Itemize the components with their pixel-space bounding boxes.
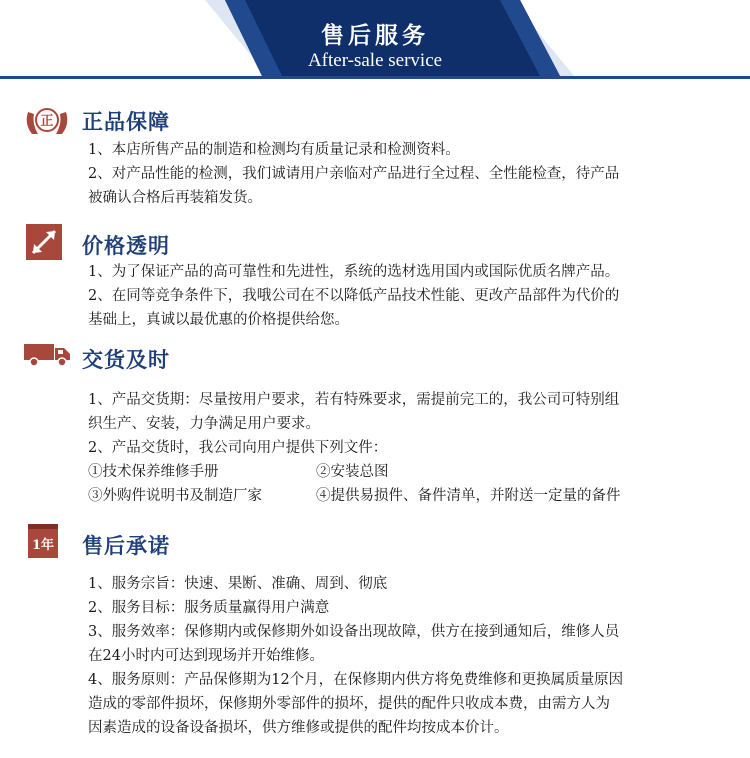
doc-item: ①技术保养维修手册 bbox=[88, 464, 219, 480]
section-title: 售后承诺 bbox=[82, 533, 170, 558]
text-line: 4、服务原则：产品保修期为12个月，在保修期内供方将免费维修和更换属质量原因 bbox=[88, 672, 624, 688]
text-line: 1、为了保证产品的高可靠性和先进性，系统的选材选用国内或国际优质名牌产品。 bbox=[88, 264, 620, 280]
text-line: 1、产品交货期：尽量按用户要求，若有特殊要求，需提前完工的，我公司可特别组 bbox=[88, 392, 620, 408]
banner-subtitle: After-sale service bbox=[307, 50, 443, 71]
text-line: 2、服务目标：服务质量赢得用户满意 bbox=[88, 600, 330, 616]
text-line: 1、本店所售产品的制造和检测均有质量记录和检测资料。 bbox=[88, 142, 460, 158]
section-title: 正品保障 bbox=[82, 109, 170, 134]
text-line: 基础上，真诚以最优惠的价格提供给您。 bbox=[88, 312, 349, 328]
docs-row bbox=[88, 460, 718, 484]
text-line: 2、产品交货时，我公司向用户提供下列文件： bbox=[88, 440, 388, 456]
text-line: 被确认合格后再装箱发货。 bbox=[88, 190, 262, 206]
calendar-icon-label: 1年 bbox=[31, 538, 55, 553]
header-banner bbox=[0, 0, 750, 84]
doc-item: ④提供易损件、备件清单，并附送一定量的备件 bbox=[316, 488, 621, 504]
text-line: 1、服务宗旨：快速、果断、准确、周到、彻底 bbox=[88, 576, 388, 592]
section-title: 价格透明 bbox=[82, 233, 170, 258]
banner-title: 售后服务 bbox=[321, 22, 429, 49]
genuine-hands-icon bbox=[22, 102, 72, 142]
docs-row bbox=[88, 484, 718, 508]
text-line: 因素造成的设备设备损坏，供方维修或提供的配件均按成本价计。 bbox=[88, 720, 509, 736]
diagonal-arrow-icon bbox=[22, 222, 72, 262]
delivery-truck-icon bbox=[22, 340, 72, 380]
text-line: 织生产、安装，力争满足用户要求。 bbox=[88, 416, 320, 432]
one-year-calendar-icon bbox=[22, 522, 72, 562]
doc-item: ③外购件说明书及制造厂家 bbox=[88, 488, 262, 504]
section-title: 交货及时 bbox=[82, 347, 170, 372]
text-line: 3、服务效率：保修期内或保修期外如设备出现故障，供方在接到通知后，维修人员 bbox=[88, 624, 620, 640]
text-line: 2、对产品性能的检测，我们诚请用户亲临对产品进行全过程、全性能检查，待产品 bbox=[88, 166, 620, 182]
text-line: 在24小时内可达到现场并开始维修。 bbox=[88, 648, 324, 664]
doc-item: ②安装总图 bbox=[316, 464, 389, 480]
text-line: 2、在同等竞争条件下，我哦公司在不以降低产品技术性能、更改产品部件为代价的 bbox=[88, 288, 620, 304]
text-line: 造成的零部件损坏，保修期外零部件的损坏，提供的配件只收成本费，由需方人为 bbox=[88, 696, 610, 712]
genuine-icon-label: 正 bbox=[40, 114, 54, 129]
